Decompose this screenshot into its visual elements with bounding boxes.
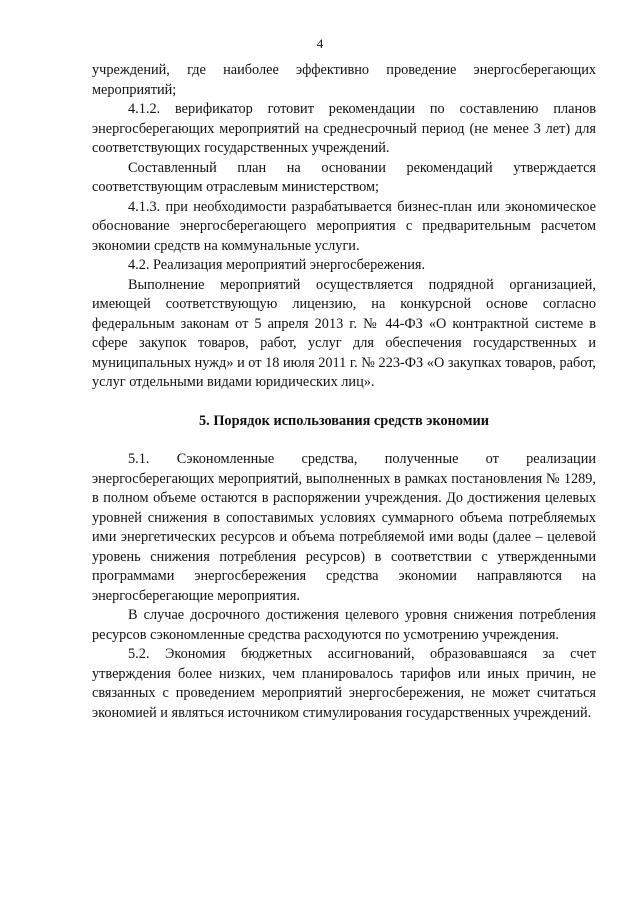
paragraph-implementation: Выполнение мероприятий осуществляется подрядной организацией, имеющей соответствующую лицензию, на конкурсной основе согласно федеральным законам от 5 апреля 2013 г. № 44-ФЗ «О контрактной системе в сфере закупок товаров, работ, услуг для обеспечения государственных и муниципальных нужд» и от 18 июля 2011 г. № 223-ФЗ «О закупках товаров, работ, услуг отдельными видами юридических лиц». bbox=[92, 276, 596, 390]
paragraph-early-achievement: В случае досрочного достижения целевого уровня снижения потребления ресурсов сэкономленные средства расходуются по усмотрению учреждения. bbox=[92, 607, 596, 643]
page-number: 4 bbox=[316, 36, 324, 51]
paragraph-4-2: 4.2. Реализация мероприятий энергосбережения. bbox=[128, 257, 426, 273]
section-5-heading: 5. Порядок использования средств экономии bbox=[199, 412, 489, 429]
paragraph-plan-approval: Составленный план на основании рекомендаций утверждается соответствующим отраслевым министерством; bbox=[92, 159, 596, 195]
paragraph-4-1-2: 4.1.2. верификатор готовит рекомендации по составлению планов энергосберегающих мероприятий на среднесрочный период (не менее 3 лет) для соответствующих государственных учреждений. bbox=[92, 101, 596, 156]
paragraph-continuation: учреждений, где наиболее эффективно проведение энергосберегающих мероприятий; bbox=[92, 62, 596, 98]
paragraph-5-1: 5.1. Сэкономленные средства, полученные от реализации энергосберегающих мероприятий, выполненных в рамках постановления № 1289, в полном объеме остаются в распоряжении учреждения. До достижения целевых уровней снижения в сопоставимых условиях суммарного объема потребляемых ими энергетических ресурсов и объема потребляемой ими воды (далее – целевой уровень снижения потребления ресурсов) в соответствии с утвержденными программами энергосбережения средства экономии направляются на энергосберегающие мероприятия. bbox=[92, 451, 596, 604]
paragraph-4-1-3: 4.1.3. при необходимости разрабатывается бизнес-план или экономическое обоснование энергосберегающего мероприятия с предварительным расчетом экономии средств на коммунальные услуги. bbox=[92, 198, 596, 254]
paragraph-5-2: 5.2. Экономия бюджетных ассигнований, образовавшаяся за счет утверждения более низких, чем планировалось тарифов или иных причин, не связанных с проведением мероприятий энергосбережения, не может считаться экономией и являться источником стимулирования государственных учреждений. bbox=[92, 646, 596, 721]
document-body bbox=[92, 61, 596, 723]
